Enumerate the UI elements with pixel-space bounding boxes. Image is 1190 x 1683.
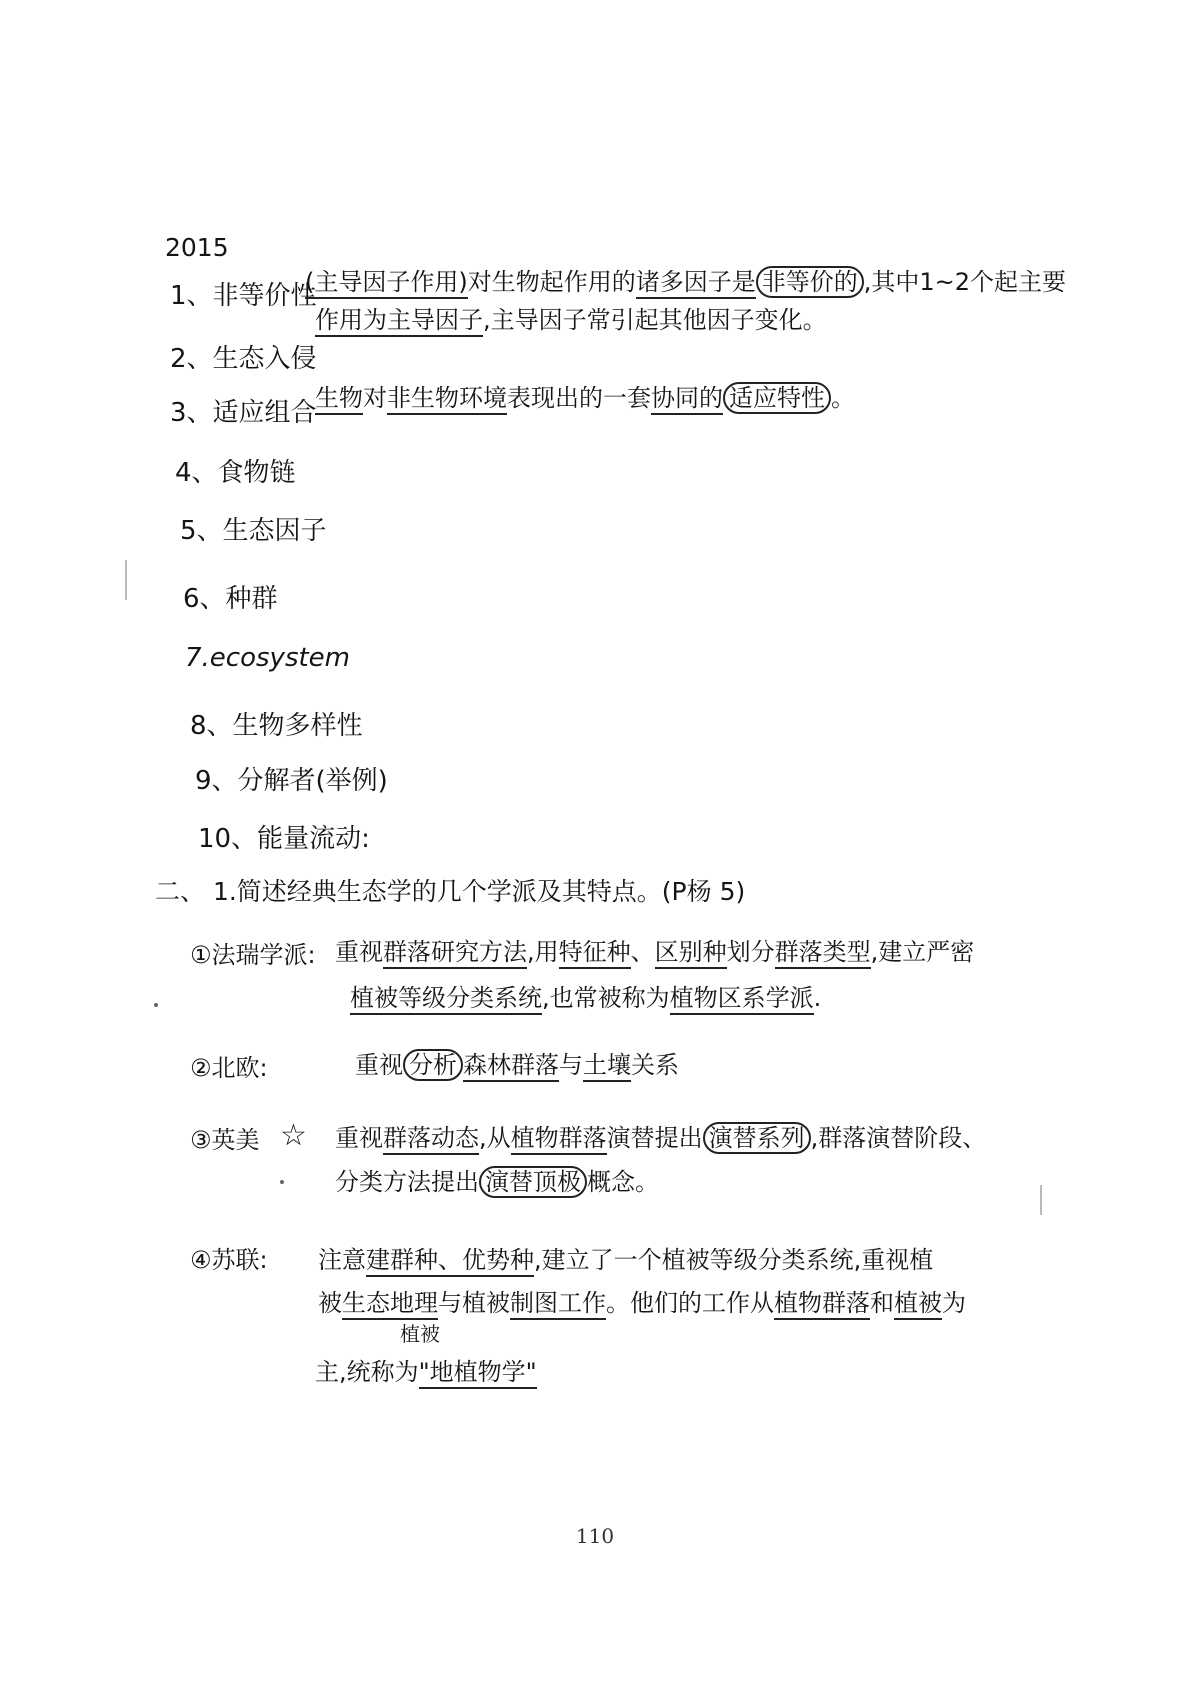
school-text: 划分 (726, 938, 775, 966)
school-4-line-2 (318, 1283, 966, 1318)
school-text-underlined: 群落动态 (383, 1124, 479, 1155)
school-text: 关系 (631, 1051, 679, 1079)
school-text-underlined: 土壤 (583, 1051, 631, 1082)
term-1-definition-line-1 (305, 262, 1066, 297)
school-text-underlined: "地植物学" (419, 1358, 537, 1389)
school-text: 。他们的工作从 (606, 1289, 774, 1317)
school-text: ,群落演替阶段、 (810, 1124, 987, 1152)
term-2: 2、生态入侵 (170, 344, 317, 374)
school-4-name: ④苏联: (190, 1246, 268, 1274)
term-10: 10、能量流动: (198, 824, 370, 854)
school-text-underlined: 群落类型 (775, 938, 871, 969)
school-text: ,建立了一个植被等级分类系统,重视植 (534, 1246, 934, 1274)
term-5: 5、生态因子 (180, 516, 327, 546)
school-text-underlined: 森林群落 (463, 1051, 559, 1082)
school-text: 为 (942, 1289, 966, 1317)
def-text: ,其中1~2个起主要 (863, 268, 1067, 296)
school-text: 分类方法提出 (335, 1168, 479, 1196)
adaptive-traits-circled: 适应特性 (723, 382, 831, 414)
school-2-line-1 (355, 1045, 679, 1080)
def-text-underlined: 非生物环境 (387, 384, 507, 415)
school-text-underlined: 特征种 (559, 938, 631, 969)
school-4-line-1 (318, 1240, 933, 1275)
section-2-heading: 二、 1.简述经典生态学的几个学派及其特点。(P杨 5) (155, 877, 746, 906)
term-1-definition-line-2 (315, 300, 827, 335)
scan-speck (154, 1003, 158, 1007)
def-text-underlined: 作用为主导因子 (315, 306, 483, 337)
school-text: 、 (630, 938, 655, 966)
school-text: 与植被 (438, 1289, 510, 1317)
school-text: ,用 (527, 938, 559, 966)
dominant-factor-note: (主导因子作用) (305, 268, 468, 299)
term-7: 7.ecosystem (185, 643, 351, 673)
def-text: 表现出的一套 (507, 384, 651, 412)
succession-series-circled: 演替系列 (703, 1122, 811, 1154)
star-icon: ☆ (280, 1118, 307, 1153)
school-text: 注意 (318, 1246, 366, 1274)
school-text: ,建立严密 (870, 938, 975, 966)
school-text: 和 (870, 1289, 894, 1317)
school-2-name: ②北欧: (190, 1054, 268, 1082)
school-text-underlined: 生态地理 (342, 1289, 438, 1320)
school-text: 重视 (355, 1051, 403, 1079)
school-text-underlined: 植被等级分类系统 (350, 984, 542, 1015)
school-text-underlined: 植物群落 (511, 1124, 607, 1155)
school-4-line-3 (315, 1352, 537, 1387)
school-text-underlined: 制图工作 (510, 1289, 606, 1320)
page-number: 110 (575, 1524, 615, 1548)
term-1: 1、非等价性 (170, 281, 317, 311)
school-1-name: ①法瑞学派: (190, 941, 316, 969)
school-text: 主,统称为 (315, 1358, 419, 1386)
climax-circled: 演替顶极 (479, 1166, 587, 1198)
school-text: 演替提出 (606, 1124, 703, 1152)
school-text-underlined: 群落研究方法 (383, 938, 527, 969)
school-text: ,也常被称为 (542, 984, 670, 1012)
scan-speck (280, 1180, 284, 1184)
school-text-underlined: 植被 (894, 1289, 942, 1320)
term-9: 9、分解者(举例) (195, 766, 388, 796)
term-8: 8、生物多样性 (190, 711, 363, 741)
school-text: 重视 (335, 1124, 383, 1152)
def-text: 。 (831, 384, 855, 412)
def-text-underlined: 诸多因子是 (636, 268, 756, 299)
def-text: ,主导因子常引起其他因子变化。 (483, 306, 827, 334)
school-text: 重视 (335, 938, 383, 966)
school-text-underlined: 区别种 (655, 938, 727, 969)
scan-edge-line (1040, 1185, 1042, 1215)
def-text: 对生物起作用的 (467, 268, 636, 296)
school-3-line-1 (335, 1118, 986, 1153)
school-4-insertion: 植被 (400, 1322, 440, 1346)
school-text: . (813, 984, 822, 1012)
school-3-name: ③英美 (190, 1126, 260, 1154)
school-3-line-2 (335, 1162, 659, 1197)
def-text-underlined: 协同的 (651, 384, 723, 415)
term-3: 3、适应组合 (170, 398, 317, 428)
school-1-line-2 (350, 978, 821, 1013)
term-3-definition (315, 378, 855, 413)
term-4: 4、食物链 (175, 458, 296, 488)
school-text-underlined: 植物区系学派 (670, 984, 814, 1015)
analysis-circled: 分析 (403, 1049, 463, 1081)
school-text: 与 (559, 1051, 583, 1079)
def-text: 对 (363, 384, 387, 412)
school-text: ,从 (479, 1124, 511, 1152)
def-text-underlined: 生物 (315, 384, 363, 415)
year-heading: 2015 (165, 233, 229, 262)
school-1-line-1 (335, 932, 974, 967)
term-6: 6、种群 (183, 584, 278, 614)
school-text: 概念。 (587, 1168, 659, 1196)
scan-edge-line (125, 560, 127, 600)
school-text-underlined: 建群种、优势种 (366, 1246, 534, 1277)
school-text: 被 (318, 1289, 342, 1317)
school-text-underlined: 植物群落 (774, 1289, 870, 1320)
non-equivalent-circled: 非等价的 (756, 266, 864, 298)
